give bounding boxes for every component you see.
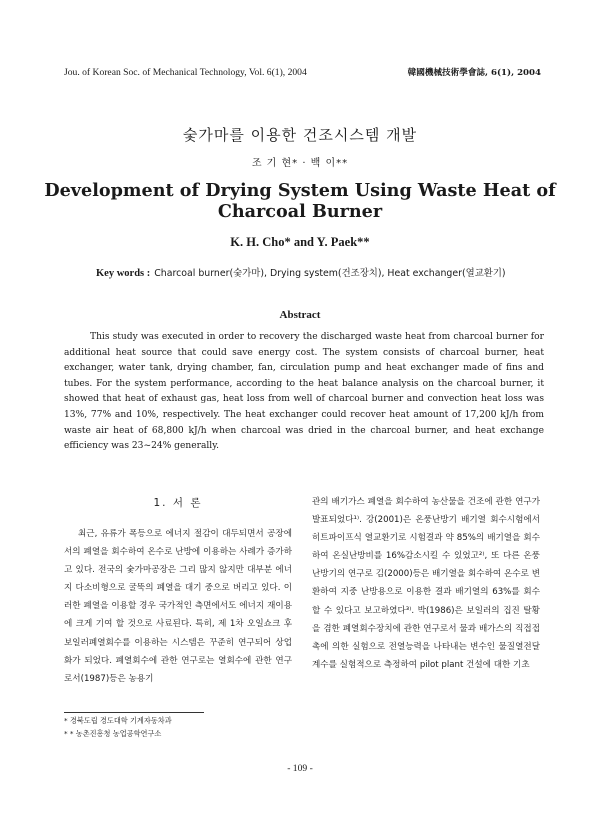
abstract-paragraph: This study was executed in order to recovery the discharged waste heat from charcoal burner for additional heat source that could save energy cost. The system consists of charcoal burner, heat exchanger, water tank, drying chamber, fan, circulation pump and heat exchanger made of fins and tubes. For the system performance, according to the heat balance analysis on the charcoal burner, it showed that heat of exhaust gas, heat loss from well of charcoal burner and convection heat loss was 13%, 77% and 10%, respectively. The heat exchanger could recover heat amount of 17,200 kJ/h from waste air heat of 68,800 kJ/h when charcoal was dried in the charcoal burner, and heat exchange efficiency was 23~24% generally. [64, 332, 544, 452]
footnote-affiliation-2: * * 농촌진흥청 농업공학연구소 [64, 729, 162, 738]
journal-header-english: Jou. of Korean Soc. of Mechanical Technology, Vol. 6(1), 2004 [64, 67, 307, 78]
right-column-text: 관의 배기가스 폐열을 회수하여 농산물을 건조에 관한 연구가 발표되었다¹⁾. 강(2001)은 온풍난방기 배기열 회수시험에서 히트파이프식 열교환기로 시험결과 약 85%의 배기열을 회수하여 온실난방비를 16%감소시킬 수 있었고²⁾, 또 다른 온풍난방기의 연구로 김(2000)등은 배기열을 회수하여 온수로 변환하여 지중 난방용으로 이용한 결과 배기열의 63%를 회수할 수 있다고 보고하였다³⁾. 박(1986)은 보일러의 집진 탈황을 겸한 폐열회수장치에 관한 연구로서 물과 배가스의 직접접촉에 의한 실험으로 전열능력을 나타내는 변수인 물질열전달계수를 실험적으로 측정하여 pilot plant 건설에 대한 기초 [312, 497, 540, 670]
abstract-body [64, 330, 544, 455]
abstract-heading: Abstract [279, 309, 321, 321]
section-heading-introduction: 1. 서 론 [153, 497, 203, 509]
keywords [96, 266, 536, 282]
english-title: Development of Drying System Using Waste Heat of Charcoal Burner [44, 180, 556, 222]
left-column [64, 525, 292, 688]
english-authors: K. H. Cho* and Y. Paek** [230, 235, 370, 249]
footnote-affiliation-1: * 경북도립 경도대학 기계자동차과 [64, 716, 172, 725]
right-column [312, 493, 540, 674]
keywords-label: Key words : [96, 268, 151, 279]
footnote-divider [64, 712, 204, 713]
page-number: - 109 - [287, 763, 313, 774]
korean-title: 숯가마를 이용한 건조시스템 개발 [182, 126, 418, 144]
keywords-text: Charcoal burner(숯가마), Drying system(건조장치), Heat exchanger(열교환기) [154, 268, 506, 279]
journal-header-korean: 韓國機械技術學會誌, 6(1), 2004 [407, 68, 541, 78]
left-column-text: 최근, 유류가 폭등으로 에너지 절감이 대두되면서 공장에서의 폐열을 회수하여 온수로 난방에 이용하는 사례가 증가하고 있다. 전국의 숯가마공장은 그리 많지 않지만 대부분 에너지 다소비형으로 굴뚝의 폐열을 대기 중으로 버리고 있다. 이러한 폐열을 이용할 경우 국가적인 측면에서도 에너지 재이용에 크게 기여 할 것으로 사료된다. 특히, 제 1차 오일쇼크 후 보일러폐열회수를 이용하는 시스템은 꾸준히 연구되어 상업화가 되었다. 폐열회수에 관한 연구로는 열회수에 관한 연구로서(1987)등은 농용기 [64, 529, 292, 684]
korean-authors: 조 기 현* · 백 이** [251, 158, 349, 169]
